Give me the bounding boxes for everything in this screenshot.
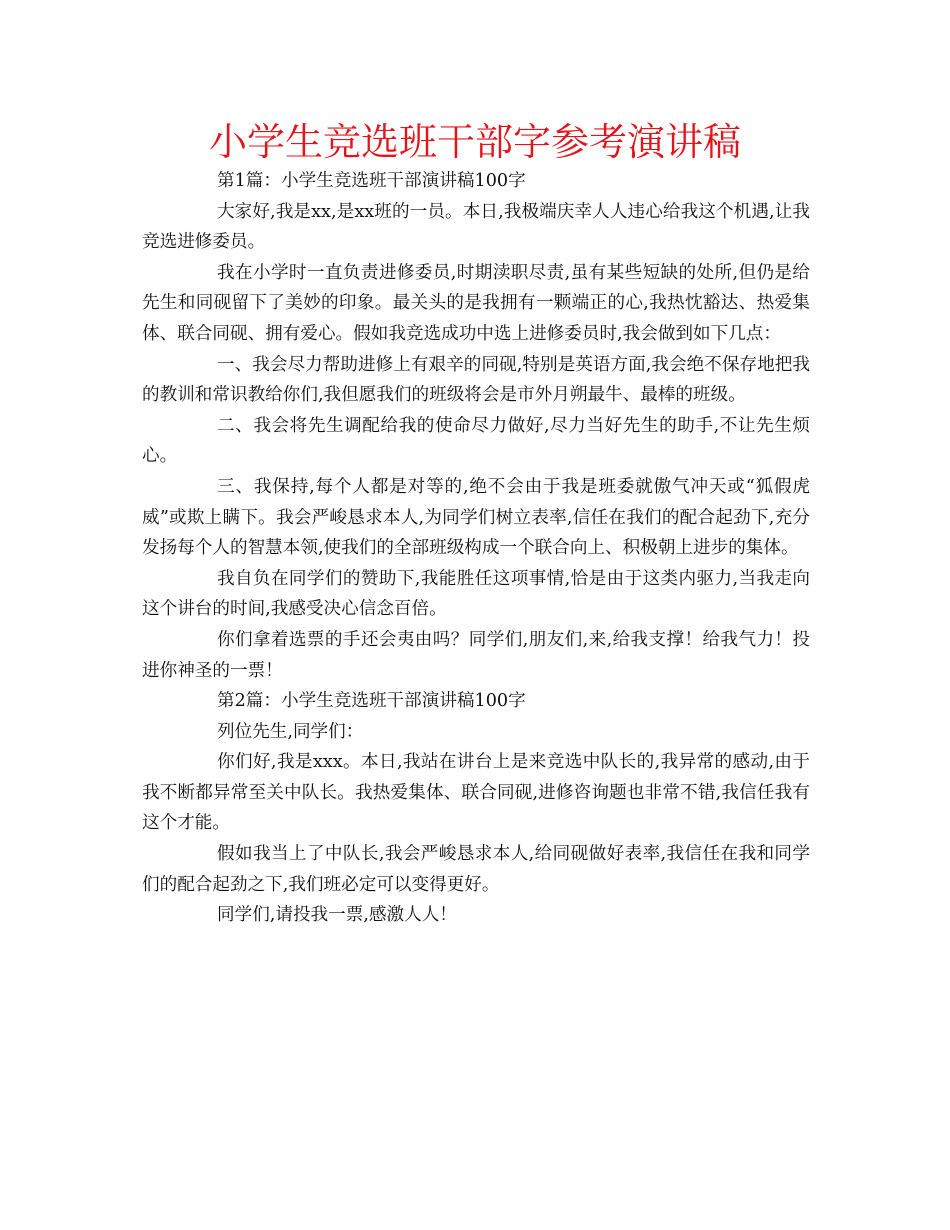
document-title: 小学生竞选班干部字参考演讲稿 (208, 120, 741, 164)
section-heading-1: 第1篇：小学生竞选班干部演讲稿100字 (217, 171, 526, 191)
paragraph: 我在小学时一直负责进修委员,时期渎职尽责,虽有某些短缺的处所,但仍是给先生和同砚留下了美妙的印象。最关头的是我拥有一颗端正的心,我热忱豁达、热爱集体、联合同砚、拥有爱心。假如我竞选成功中选上进修委员时,我会做到如下几点： (142, 262, 810, 344)
paragraph: 你们拿着选票的手还会夷由吗？同学们,朋友们,来,给我支撑！给我气力！投进你神圣的一票！ (142, 629, 810, 681)
document-body (142, 166, 810, 931)
paragraph: 二、我会将先生调配给我的使命尽力做好,尽力当好先生的助手,不让先生烦心。 (142, 415, 810, 467)
paragraph: 一、我会尽力帮助进修上有艰辛的同砚,特别是英语方面,我会绝不保存地把我的教训和常识教给你们,我但愿我们的班级将会是市外月朔最牛、最棒的班级。 (142, 354, 810, 406)
paragraph: 同学们,请投我一票,感激人人！ (217, 905, 457, 926)
section-heading-2: 第2篇：小学生竞选班干部演讲稿100字 (217, 691, 526, 712)
paragraph: 假如我当上了中队长,我会严峻恳求本人,给同砚做好表率,我信任在我和同学们的配合起劲之下,我们班必定可以变得更好。 (142, 844, 810, 895)
paragraph: 大家好,我是xx,是xx班的一员。本日,我极端庆幸人人违心给我这个机遇,让我竞选进修委员。 (142, 201, 810, 253)
paragraph: 列位先生,同学们： (217, 721, 364, 742)
paragraph: 三、我保持,每个人都是对等的,绝不会由于我是班委就傲气冲天或“狐假虎威”或欺上瞒下。我会严峻恳求本人,为同学们树立表率,信任在我们的配合起劲下,充分发扬每个人的智慧本领,使我们的全部班级构成一个联合向上、积极朝上进步的集体。 (142, 476, 810, 559)
paragraph: 我自负在同学们的赞助下,我能胜任这项事情,恰是由于这类内驱力,当我走向这个讲台的时间,我感受决心信念百倍。 (142, 568, 810, 620)
paragraph: 你们好,我是xxx。本日,我站在讲台上是来竞选中队长的,我异常的感动,由于我不断都异常至关中队长。我热爱集体、联合同砚,进修咨询题也非常不错,我信任我有这个才能。 (142, 752, 810, 834)
